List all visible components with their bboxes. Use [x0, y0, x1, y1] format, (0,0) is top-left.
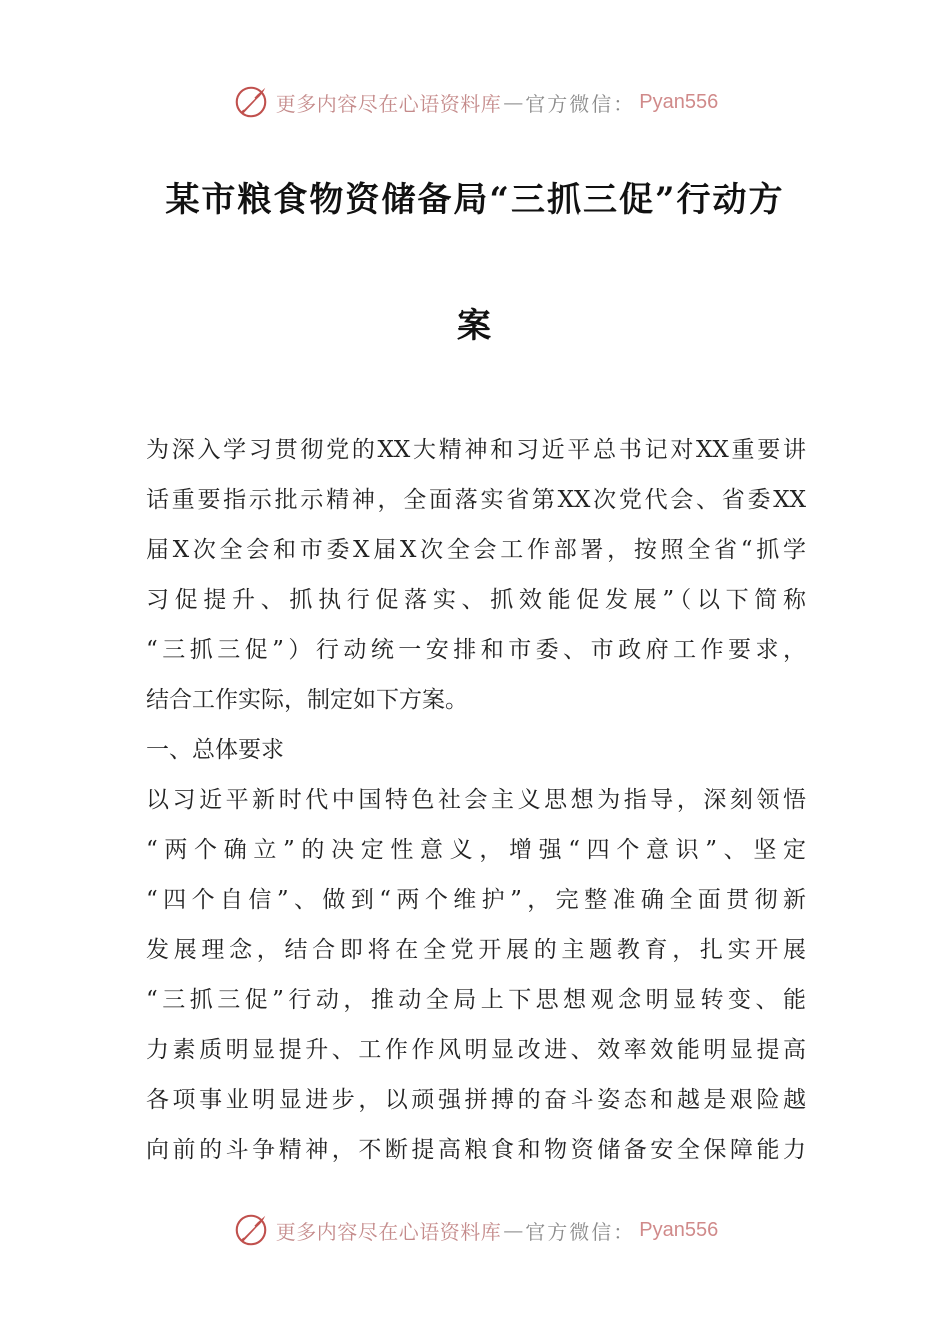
watermark-wechat-label: 官方微信：	[525, 1219, 636, 1244]
document-title-line-2: 案	[457, 306, 493, 346]
quill-logo-icon	[232, 1211, 270, 1249]
watermark-banner-bottom	[0, 1208, 950, 1252]
body-line: 结合工作实际，制定如下方案。	[146, 687, 468, 713]
body-line: 为深入学习贯彻党的XX大精神和习近平总书记对XX重要讲	[146, 437, 806, 463]
body-line: “三抓三促”）行动统一安排和市委、市政府工作要求，	[146, 637, 806, 663]
watermark-account: Pyan556	[639, 1218, 719, 1241]
body-line: “两个确立”的决定性意义，增强“四个意识”、坚定	[146, 837, 806, 863]
body-line: 向前的斗争精神，不断提高粮食和物资储备安全保障能力	[146, 1137, 806, 1163]
body-line: 届X次全会和市委X届X次全会工作部署，按照全省“抓学	[146, 537, 806, 563]
watermark-brand: 更多内容尽在心语资料库	[275, 1219, 502, 1244]
body-line: 话重要指示批示精神，全面落实省第XX次党代会、省委XX	[146, 487, 806, 513]
watermark-account: Pyan556	[639, 90, 719, 113]
body-line: “三抓三促”行动，推动全局上下思想观念明显转变、能	[146, 987, 806, 1013]
body-line: 习促提升、抓执行促落实、抓效能促发展”（以下简称	[146, 587, 806, 613]
document-body	[146, 425, 806, 1175]
watermark-wechat-label: 官方微信：	[525, 91, 636, 116]
body-line: 力素质明显提升、工作作风明显改进、效率效能明显提高	[146, 1037, 806, 1063]
section-heading-1: 一、总体要求	[146, 737, 284, 763]
body-line: 以习近平新时代中国特色社会主义思想为指导，深刻领悟	[146, 787, 806, 813]
watermark-dash: —	[503, 1218, 524, 1242]
document-title-line-1: 某市粮食物资储备局“三抓三促”行动方	[165, 180, 785, 220]
watermark-dash: —	[503, 90, 524, 114]
watermark-brand: 更多内容尽在心语资料库	[275, 91, 502, 116]
body-line: “四个自信”、做到“两个维护”，完整准确全面贯彻新	[146, 887, 806, 913]
body-line: 发展理念，结合即将在全党开展的主题教育，扎实开展	[146, 937, 806, 963]
body-line: 各项事业明显进步，以顽强拼搏的奋斗姿态和越是艰险越	[146, 1087, 806, 1113]
quill-logo-icon	[232, 83, 270, 121]
watermark-banner-top	[0, 80, 950, 124]
